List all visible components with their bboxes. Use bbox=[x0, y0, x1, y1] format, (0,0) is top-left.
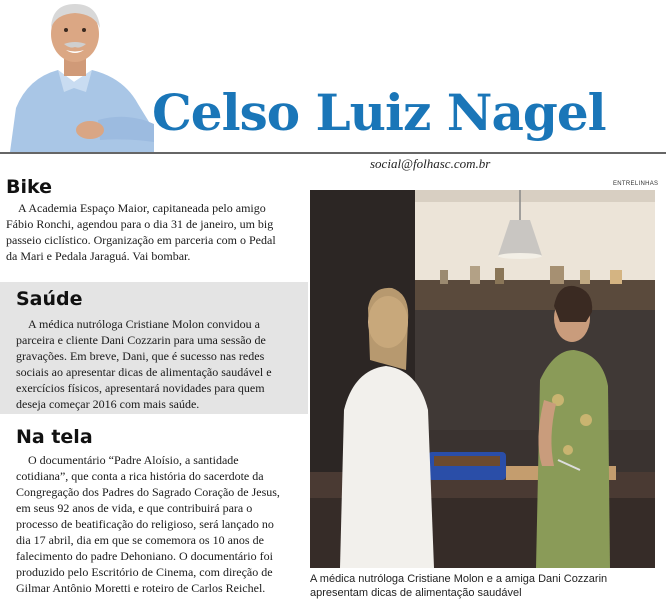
photo-caption: A médica nutróloga Cristiane Molon e a amiga Dani Cozzarin apresentam dicas de alimentação saudável bbox=[310, 573, 608, 599]
saude-line: A médica nutróloga Cristiane Molon convidou a bbox=[28, 317, 260, 331]
natela-line: dia 17 abril, dia em que se comemora os 10 anos de bbox=[16, 533, 264, 547]
columnist-name: Celso Luiz Nagel bbox=[152, 83, 606, 142]
natela-line: processo de beatificação do religioso, será lançado no bbox=[16, 517, 274, 531]
saude-line: deseja começar 2016 com mais saúde. bbox=[16, 397, 200, 411]
bike-heading: Bike bbox=[6, 176, 53, 198]
natela-line: em seus 92 anos de vida, e que contribuirá para o bbox=[16, 501, 253, 515]
saude-line: exercícios físicos, apresentará novidades para quem bbox=[16, 381, 265, 395]
bike-line: A Academia Espaço Maior, capitaneada pelo amigo bbox=[18, 201, 266, 215]
natela-line: Gilmar Antônio Moretti e roteiro de Carlos Reichel. bbox=[16, 581, 266, 595]
contact-email[interactable]: social@folhasc.com.br bbox=[370, 156, 491, 171]
natela-line: falecimento do padre Dehoniano. O documentário foi bbox=[16, 549, 273, 563]
saude-line: parceira e cliente Dani Cozzarin para uma sessão de bbox=[16, 333, 266, 347]
section-tag: ENTRELINHAS bbox=[613, 181, 659, 187]
columnist-portrait-image bbox=[8, 0, 158, 152]
saude-heading: Saúde bbox=[16, 288, 83, 310]
kitchen-photo-image bbox=[310, 190, 655, 568]
natela-heading: Na tela bbox=[16, 426, 93, 448]
masthead-divider bbox=[0, 152, 666, 154]
natela-line: Congregação dos Padres do Sagrado Coração de Jesus, bbox=[16, 485, 280, 499]
kitchen-photo bbox=[310, 190, 655, 568]
bike-line: Fábio Ronchi, agendou para o dia 31 de janeiro, um big bbox=[6, 217, 274, 231]
saude-body bbox=[16, 316, 301, 412]
natela-body bbox=[16, 452, 301, 596]
natela-line: produzido pelo Escritório de Cinema, com direção de bbox=[16, 565, 273, 579]
bike-line: passeio ciclístico. Organização em parceria com o Pedal bbox=[6, 233, 276, 247]
bike-line: da Mari e Pedala Jaraguá. Vai bombar. bbox=[6, 249, 191, 263]
natela-line: cotidiana”, que conta a rica história do sacerdote da bbox=[16, 469, 264, 483]
saude-line: sociais ao apresentar dicas de alimentação saudável e bbox=[16, 365, 272, 379]
bike-body bbox=[6, 200, 304, 264]
columnist-portrait bbox=[8, 0, 158, 152]
natela-line: O documentário “Padre Aloísio, a santidade bbox=[28, 453, 239, 467]
saude-line: gravações. Em breve, Dani, que é sucesso nas redes bbox=[16, 349, 265, 363]
